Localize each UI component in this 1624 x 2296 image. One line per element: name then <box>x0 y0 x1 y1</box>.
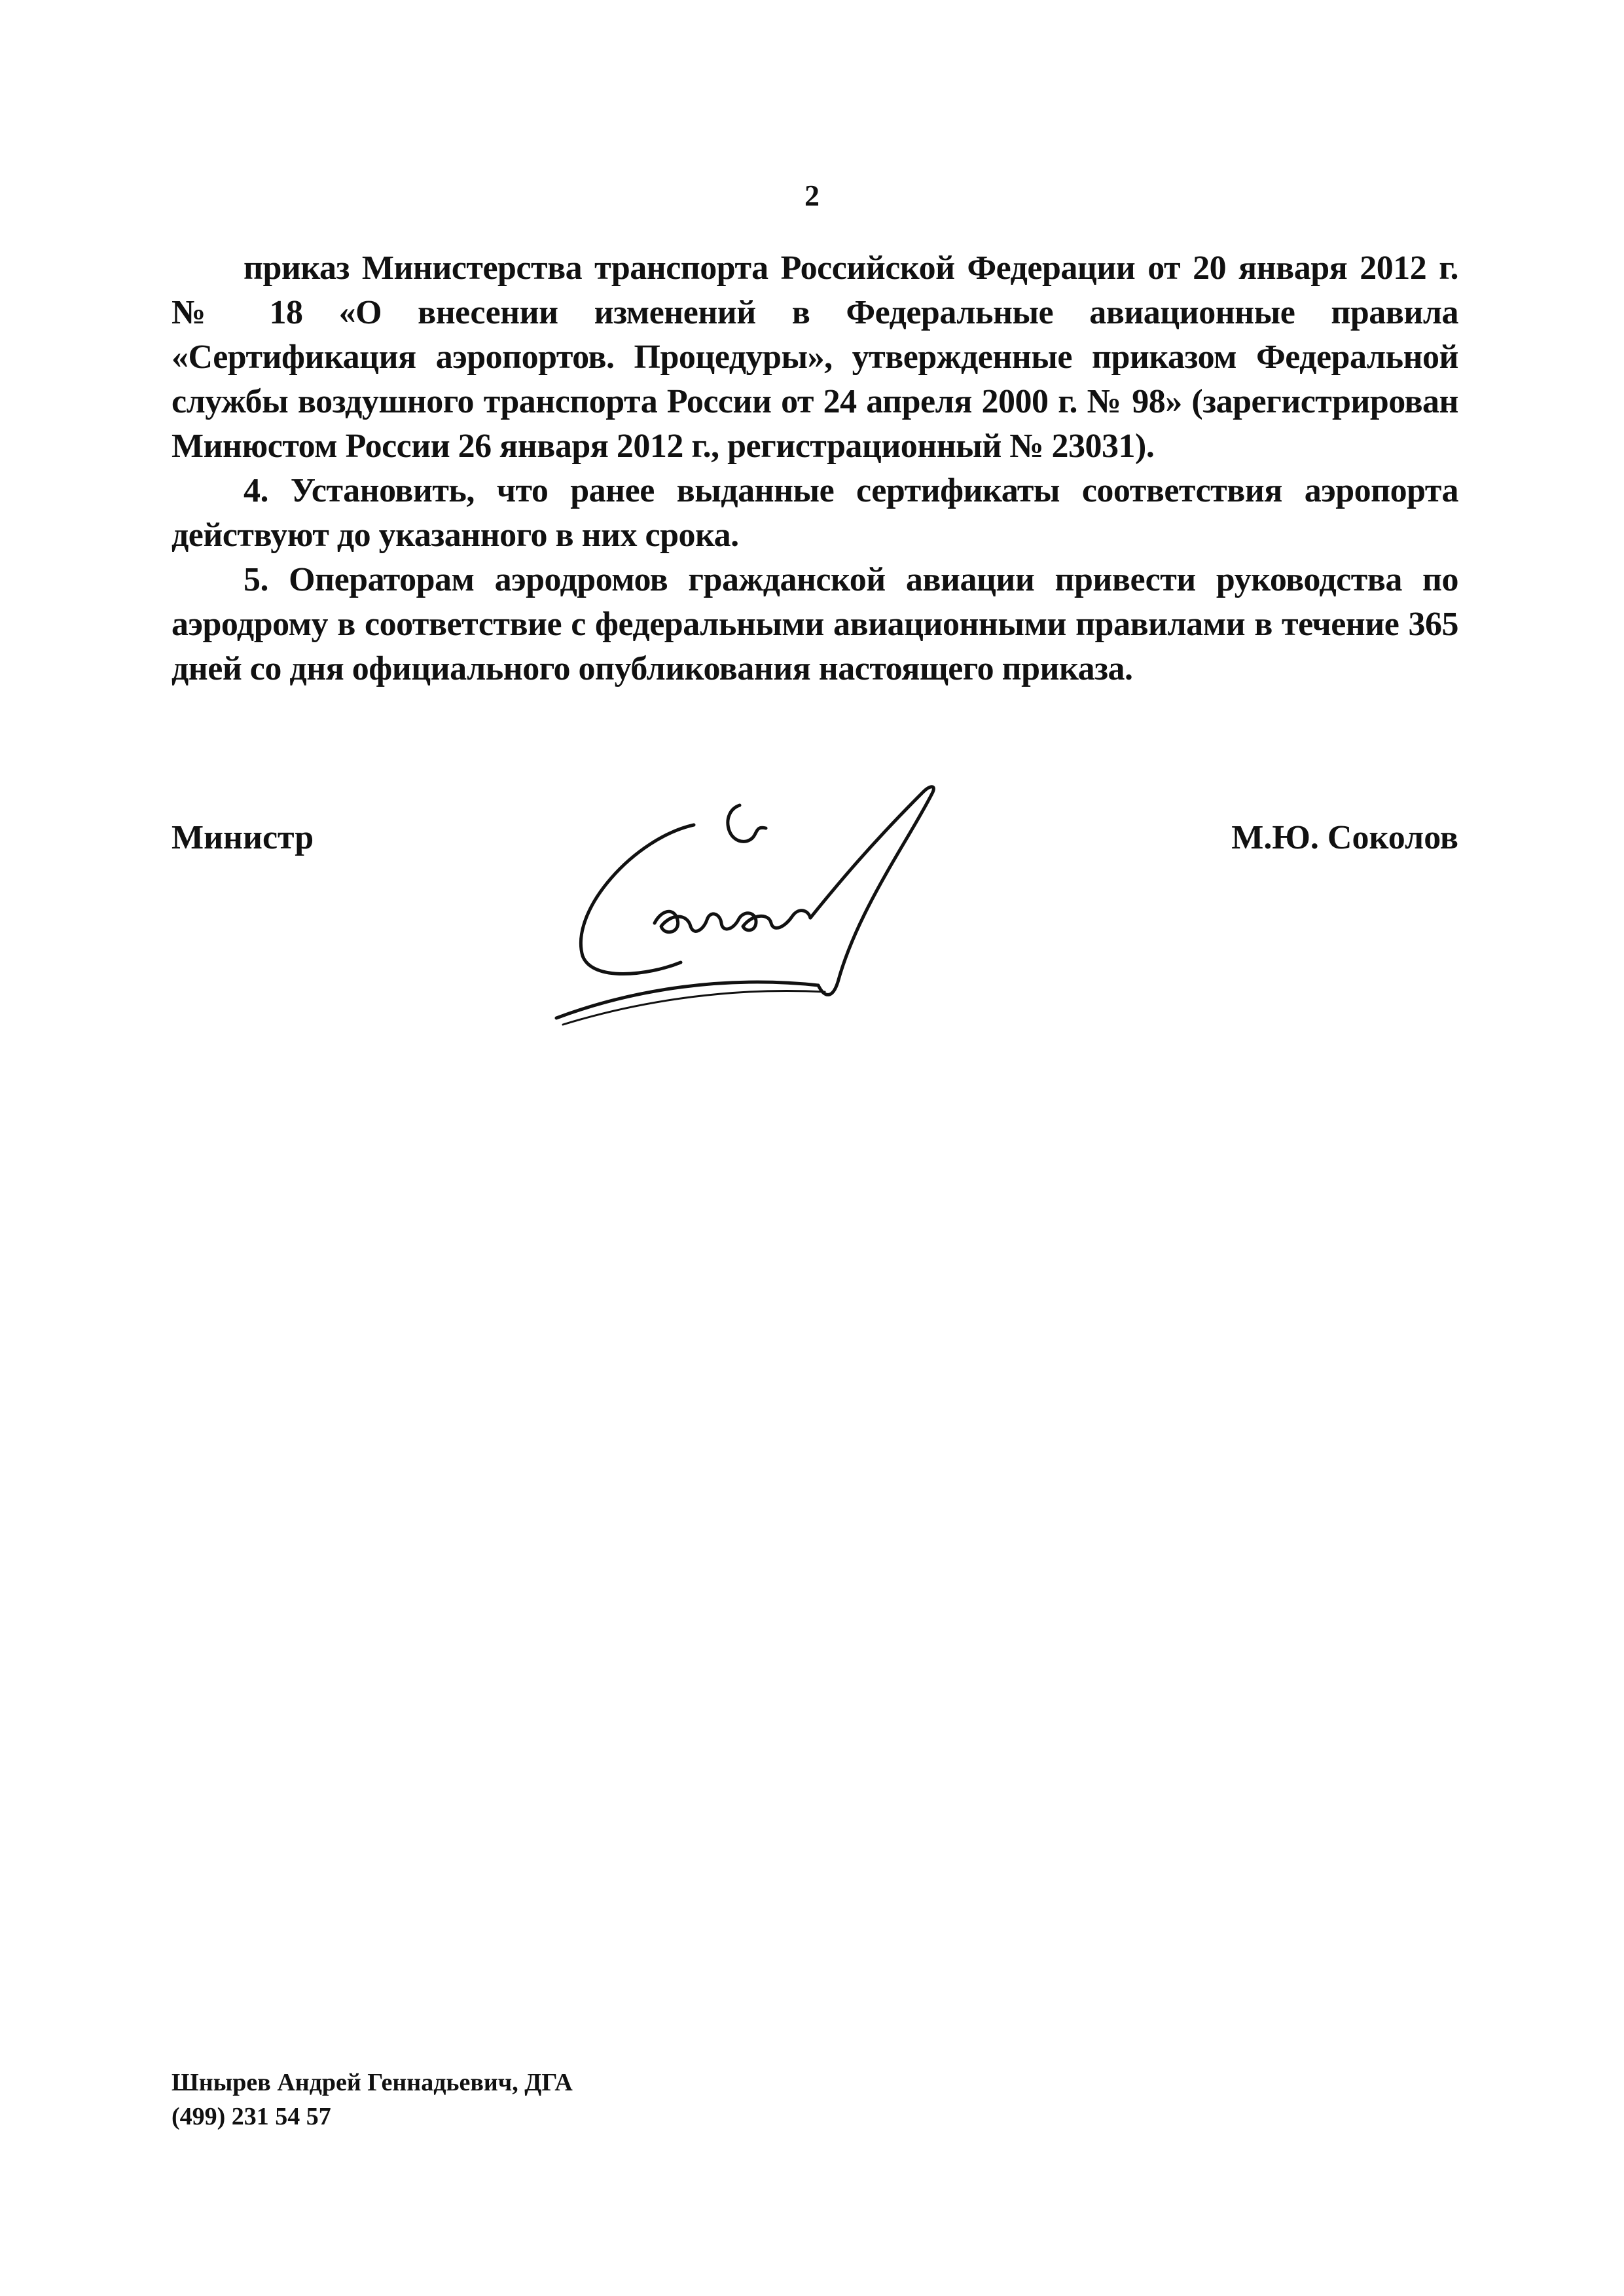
contact-info <box>171 2066 573 2134</box>
paragraph-item-4: 4. Установить, что ранее выданные сертификаты соответствия аэропорта действуют до указанного в них срока. <box>171 472 1458 554</box>
signer-name: М.Ю. Соколов <box>1231 819 1458 856</box>
document-body <box>171 246 1458 691</box>
page-number: 2 <box>804 179 820 212</box>
contact-person: Шнырев Андрей Геннадьевич, ДГА <box>171 2069 573 2096</box>
handwritten-signature <box>530 766 1054 1041</box>
paragraph-item-5: 5. Операторам аэродромов гражданской авиации привести руководства по аэродрому в соответствие с федеральными авиационными правилами в течение 365 дней со дня официального опубликования настоящего приказа. <box>171 561 1458 687</box>
paragraph-order-reference: приказ Министерства транспорта Российской Федерации от 20 января 2012 г. № 18 «О внесении изменений в Федеральные авиационные правила «Сертификация аэропортов. Процедуры», утвержденные приказом Федеральной службы воздушного транспорта России от 24 апреля 2000 г. № 98» (зарегистрирован Минюстом России 26 января 2012 г., регистрационный № 23031). <box>171 249 1458 465</box>
signer-position: Министр <box>171 819 314 856</box>
contact-phone: (499) 231 54 57 <box>171 2103 331 2130</box>
